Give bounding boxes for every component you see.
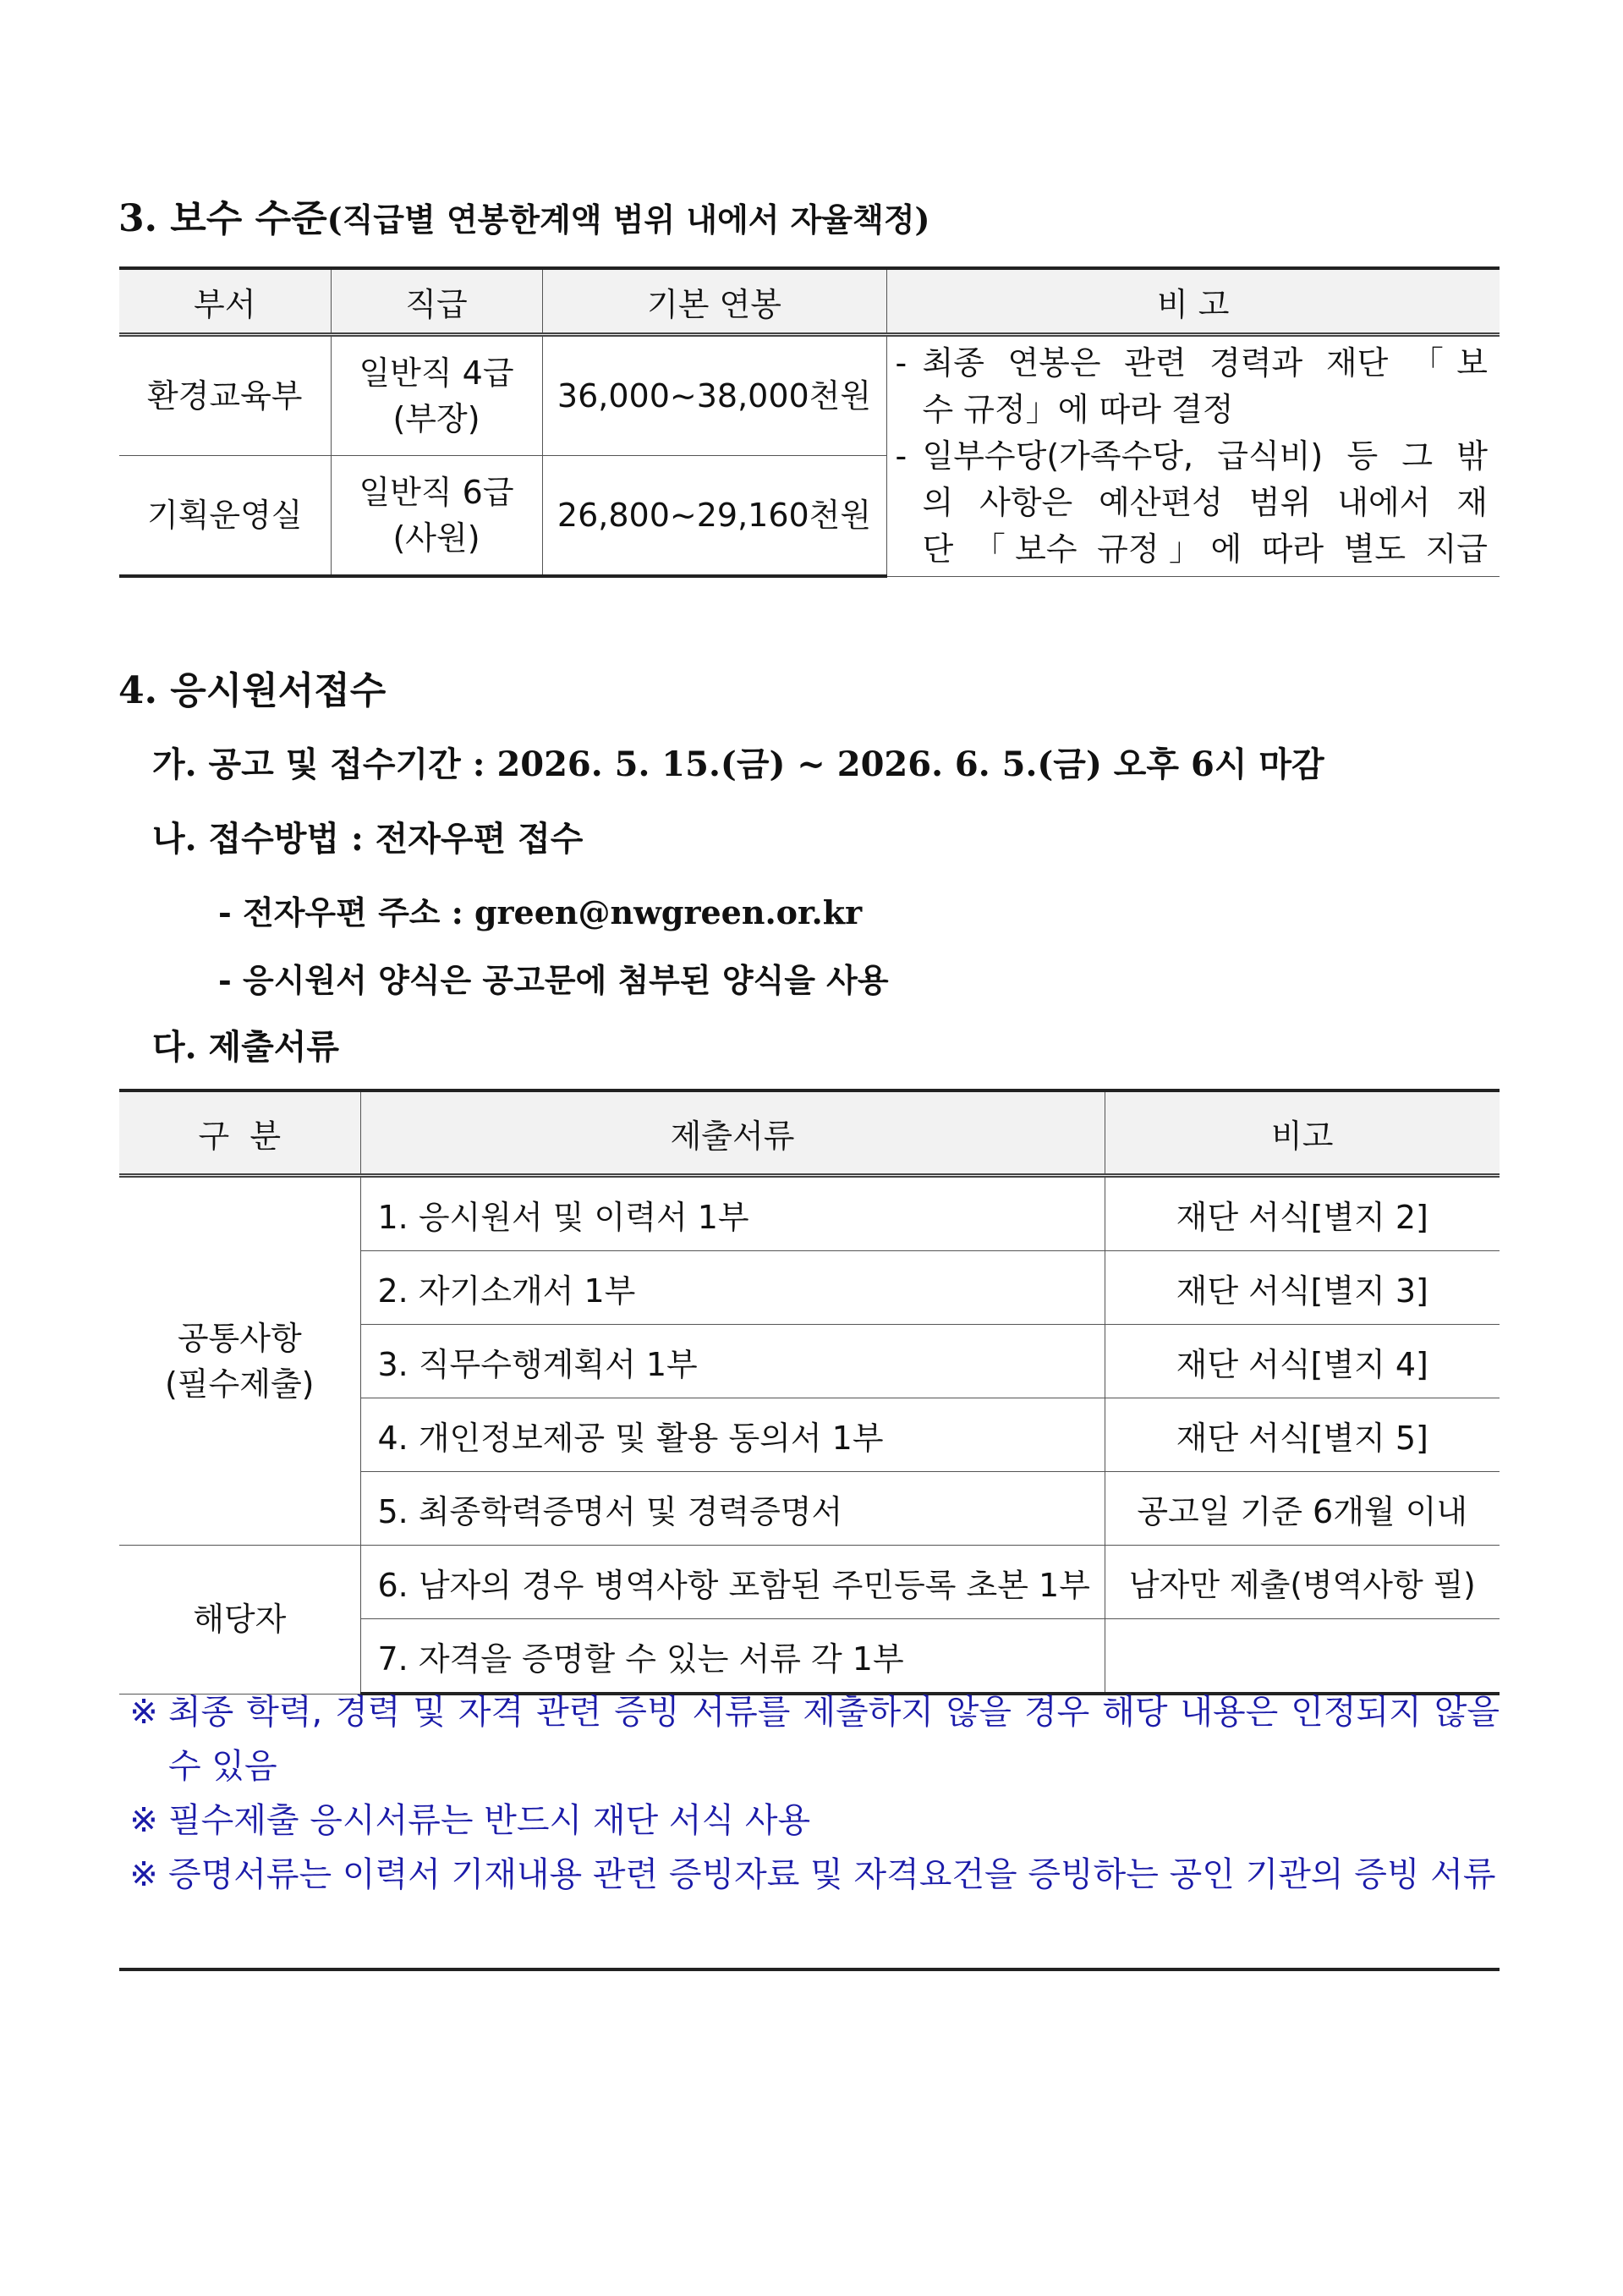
reference-mark-icon: ※ bbox=[129, 1855, 158, 1894]
remark-cell: 남자만 제출(병역사항 필) bbox=[1105, 1546, 1500, 1619]
remark-cell: 재단 서식[별지 4] bbox=[1105, 1325, 1500, 1398]
category-applicable: 해당자 bbox=[119, 1546, 360, 1695]
document-cell: 2. 자기소개서 1부 bbox=[360, 1251, 1105, 1325]
email-address-line: - 전자우편 주소 : green@nwgreen.or.kr bbox=[218, 893, 863, 931]
table-row bbox=[119, 1546, 1500, 1619]
salary-table bbox=[119, 266, 1500, 578]
section-3-title: 보수 수준 bbox=[170, 197, 327, 240]
header-documents: 제출서류 bbox=[360, 1090, 1105, 1176]
documents-table-header bbox=[119, 1090, 1500, 1176]
remark-line bbox=[896, 340, 1489, 387]
notes-box bbox=[119, 1685, 1500, 1902]
reference-mark-icon: ※ bbox=[129, 1693, 158, 1732]
remark-cell: 재단 서식[별지 3] bbox=[1105, 1251, 1500, 1325]
header-remark: 비고 bbox=[1105, 1090, 1500, 1176]
remark-text: 수 규정」에 따라 결정 bbox=[922, 390, 1234, 428]
note-text: 필수제출 응시서류는 반드시 재단 서식 사용 bbox=[168, 1801, 811, 1840]
document-cell: 1. 응시원서 및 이력서 1부 bbox=[360, 1176, 1105, 1251]
section-4-title: 응시원서접수 bbox=[170, 669, 387, 712]
grade-line: 일반직 6급 bbox=[359, 474, 514, 511]
remark-dash: - bbox=[895, 437, 907, 475]
remark-cell: 공고일 기준 6개월 이내 bbox=[1105, 1472, 1500, 1546]
document-cell: 5. 최종학력증명서 및 경력증명서 bbox=[360, 1472, 1105, 1546]
document-cell: 4. 개인정보제공 및 활용 동의서 1부 bbox=[360, 1398, 1105, 1472]
remark-cell: 재단 서식[별지 2] bbox=[1105, 1176, 1500, 1251]
remark-line bbox=[896, 526, 1489, 573]
grade-line: 일반직 4급 bbox=[359, 354, 514, 392]
category-common-note: (필수제출) bbox=[165, 1365, 315, 1403]
grade-rank: (사원) bbox=[392, 519, 480, 557]
remark-cell bbox=[1105, 1619, 1500, 1695]
header-grade: 직급 bbox=[331, 268, 542, 335]
salary-table-header bbox=[119, 268, 1500, 335]
document-cell: 6. 남자의 경우 병역사항 포함된 주민등록 초본 1부 bbox=[360, 1546, 1105, 1619]
category-common-label: 공통사항 bbox=[177, 1320, 302, 1357]
section-3-subtitle: (직급별 연봉한계액 범위 내에서 자율책정) bbox=[326, 200, 930, 239]
remark-line bbox=[896, 433, 1489, 480]
category-common bbox=[119, 1176, 360, 1546]
table-row bbox=[119, 335, 1500, 456]
dept-cell: 환경교육부 bbox=[119, 335, 331, 456]
header-salary: 기본 연봉 bbox=[542, 268, 886, 335]
header-category: 구 분 bbox=[119, 1090, 360, 1176]
note-item bbox=[119, 1793, 1500, 1848]
section-3-number: 3. bbox=[118, 197, 157, 240]
document-cell: 3. 직무수행계획서 1부 bbox=[360, 1325, 1105, 1398]
salary-cell: 26,800~29,160천원 bbox=[542, 456, 886, 577]
section-3-heading bbox=[118, 188, 930, 242]
section-4-heading bbox=[118, 660, 386, 714]
remark-dash: - bbox=[895, 343, 907, 382]
remark-text: 일부수당(가족수당, 급식비) 등 그 밖 bbox=[922, 437, 1488, 475]
note-text: 최종 학력, 경력 및 자격 관련 증빙 서류를 제출하지 않을 경우 해당 내용은 인정되지 않을 수 있음 bbox=[168, 1693, 1500, 1786]
form-instruction-line: - 응시원서 양식은 공고문에 첨부된 양식을 사용 bbox=[218, 961, 889, 999]
grade-cell bbox=[331, 456, 542, 577]
remark-text: 의 사항은 예산편성 범위 내에서 재 bbox=[922, 483, 1488, 521]
reference-mark-icon: ※ bbox=[129, 1801, 158, 1840]
dept-cell: 기획운영실 bbox=[119, 456, 331, 577]
remark-text: 최종 연봉은 관련 경력과 재단 「보 bbox=[922, 343, 1488, 382]
application-method: 나. 접수방법 : 전자우편 접수 bbox=[152, 819, 584, 859]
remarks-cell bbox=[886, 335, 1500, 577]
remark-line bbox=[896, 387, 1489, 433]
grade-rank: (부장) bbox=[392, 400, 480, 437]
required-documents-heading: 다. 제출서류 bbox=[152, 1027, 340, 1067]
note-item bbox=[119, 1848, 1500, 1902]
application-period: 가. 공고 및 접수기간 : 2026. 5. 15.(금) ~ 2026. 6. 5.(금) 오후 6시 마감 bbox=[152, 744, 1324, 784]
remark-text: 단 「보수 규정」에 따라 별도 지급 bbox=[922, 530, 1488, 568]
header-remarks: 비 고 bbox=[886, 268, 1500, 335]
table-row bbox=[119, 1176, 1500, 1251]
section-4-number: 4. bbox=[118, 669, 157, 712]
document-cell: 7. 자격을 증명할 수 있는 서류 각 1부 bbox=[360, 1619, 1105, 1695]
remark-cell: 재단 서식[별지 5] bbox=[1105, 1398, 1500, 1472]
header-dept: 부서 bbox=[119, 268, 331, 335]
remark-line bbox=[896, 480, 1489, 526]
notes-bottom-rule bbox=[119, 1968, 1500, 1971]
note-item bbox=[119, 1685, 1500, 1793]
salary-cell: 36,000~38,000천원 bbox=[542, 335, 886, 456]
note-text: 증명서류는 이력서 기재내용 관련 증빙자료 및 자격요건을 증빙하는 공인 기관의 증빙 서류 bbox=[168, 1855, 1496, 1894]
documents-table bbox=[119, 1089, 1500, 1695]
grade-cell bbox=[331, 335, 542, 456]
